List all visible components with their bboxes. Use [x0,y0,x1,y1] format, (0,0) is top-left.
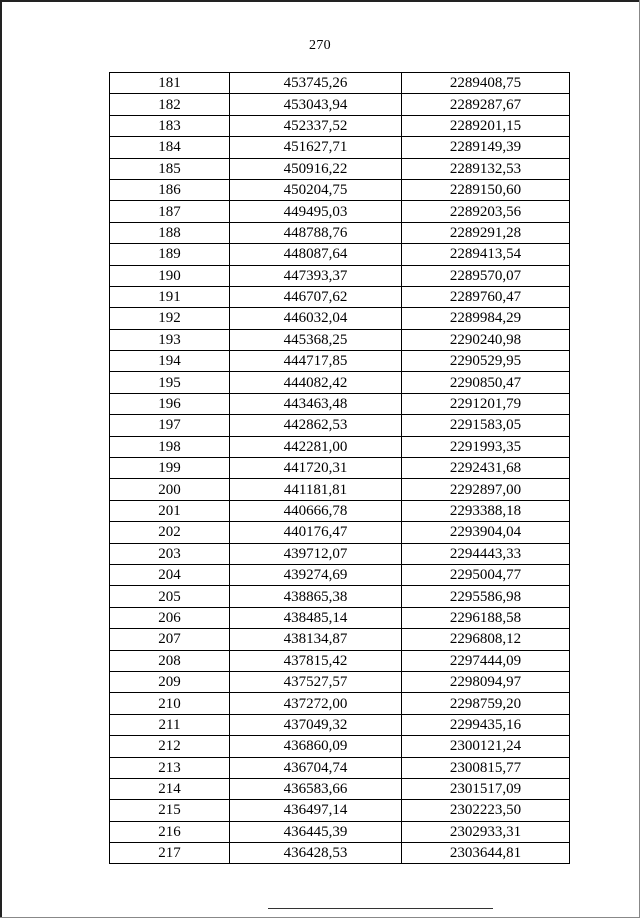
point-number-cell: 209 [110,671,230,692]
y-coordinate-cell: 2302223,50 [402,800,570,821]
x-coordinate-cell: 442862,53 [230,415,402,436]
table-row [110,693,570,714]
y-coordinate-cell: 2293904,04 [402,522,570,543]
y-coordinate-cell: 2300815,77 [402,757,570,778]
x-coordinate-cell: 436445,39 [230,821,402,842]
table-row [110,286,570,307]
point-number-cell: 215 [110,800,230,821]
y-coordinate-cell: 2289132,53 [402,158,570,179]
y-coordinate-cell: 2296188,58 [402,607,570,628]
table-row [110,329,570,350]
point-number-cell: 189 [110,244,230,265]
y-coordinate-cell: 2291201,79 [402,393,570,414]
x-coordinate-cell: 439712,07 [230,543,402,564]
table-row [110,500,570,521]
table-row [110,564,570,585]
point-number-cell: 182 [110,94,230,115]
x-coordinate-cell: 437049,32 [230,714,402,735]
y-coordinate-cell: 2299435,16 [402,714,570,735]
point-number-cell: 207 [110,629,230,650]
point-number-cell: 212 [110,736,230,757]
y-coordinate-cell: 2295586,98 [402,586,570,607]
table-row [110,479,570,500]
table-row [110,244,570,265]
x-coordinate-cell: 444082,42 [230,372,402,393]
table-row [110,714,570,735]
table-row [110,650,570,671]
table-row [110,179,570,200]
point-number-cell: 196 [110,393,230,414]
x-coordinate-cell: 441720,31 [230,458,402,479]
table-row [110,607,570,628]
point-number-cell: 210 [110,693,230,714]
y-coordinate-cell: 2290240,98 [402,329,570,350]
y-coordinate-cell: 2302933,31 [402,821,570,842]
table-row [110,201,570,222]
x-coordinate-cell: 437527,57 [230,671,402,692]
point-number-cell: 217 [110,843,230,864]
point-number-cell: 195 [110,372,230,393]
y-coordinate-cell: 2290850,47 [402,372,570,393]
x-coordinate-cell: 444717,85 [230,351,402,372]
point-number-cell: 192 [110,308,230,329]
point-number-cell: 213 [110,757,230,778]
point-number-cell: 203 [110,543,230,564]
y-coordinate-cell: 2289408,75 [402,73,570,94]
scan-edge-left [0,0,2,918]
point-number-cell: 185 [110,158,230,179]
table-row [110,757,570,778]
x-coordinate-cell: 445368,25 [230,329,402,350]
point-number-cell: 190 [110,265,230,286]
table-row [110,115,570,136]
table-row [110,522,570,543]
point-number-cell: 201 [110,500,230,521]
x-coordinate-cell: 447393,37 [230,265,402,286]
point-number-cell: 186 [110,179,230,200]
x-coordinate-cell: 453043,94 [230,94,402,115]
x-coordinate-cell: 437815,42 [230,650,402,671]
y-coordinate-cell: 2289570,07 [402,265,570,286]
table-row [110,586,570,607]
table-row [110,671,570,692]
x-coordinate-cell: 436428,53 [230,843,402,864]
table-row [110,800,570,821]
table-row [110,265,570,286]
x-coordinate-cell: 436497,14 [230,800,402,821]
table-row [110,158,570,179]
point-number-cell: 191 [110,286,230,307]
x-coordinate-cell: 439274,69 [230,564,402,585]
y-coordinate-cell: 2292431,68 [402,458,570,479]
table-row [110,543,570,564]
x-coordinate-cell: 450204,75 [230,179,402,200]
y-coordinate-cell: 2298094,97 [402,671,570,692]
x-coordinate-cell: 446032,04 [230,308,402,329]
coordinates-table [109,72,570,864]
table-row [110,736,570,757]
y-coordinate-cell: 2289291,28 [402,222,570,243]
point-number-cell: 184 [110,137,230,158]
y-coordinate-cell: 2289984,29 [402,308,570,329]
point-number-cell: 187 [110,201,230,222]
coordinates-table-body [110,73,570,864]
point-number-cell: 216 [110,821,230,842]
table-row [110,843,570,864]
y-coordinate-cell: 2300121,24 [402,736,570,757]
point-number-cell: 200 [110,479,230,500]
bottom-rule [268,908,493,909]
y-coordinate-cell: 2292897,00 [402,479,570,500]
y-coordinate-cell: 2291583,05 [402,415,570,436]
point-number-cell: 205 [110,586,230,607]
y-coordinate-cell: 2301517,09 [402,778,570,799]
point-number-cell: 206 [110,607,230,628]
y-coordinate-cell: 2289149,39 [402,137,570,158]
x-coordinate-cell: 442281,00 [230,436,402,457]
y-coordinate-cell: 2289413,54 [402,244,570,265]
table-row [110,393,570,414]
point-number-cell: 188 [110,222,230,243]
x-coordinate-cell: 450916,22 [230,158,402,179]
point-number-cell: 208 [110,650,230,671]
x-coordinate-cell: 440176,47 [230,522,402,543]
table-row [110,222,570,243]
table-row [110,73,570,94]
table-row [110,372,570,393]
x-coordinate-cell: 438134,87 [230,629,402,650]
y-coordinate-cell: 2297444,09 [402,650,570,671]
y-coordinate-cell: 2294443,33 [402,543,570,564]
page-number: 270 [309,38,331,53]
y-coordinate-cell: 2293388,18 [402,500,570,521]
x-coordinate-cell: 451627,71 [230,137,402,158]
y-coordinate-cell: 2298759,20 [402,693,570,714]
table-row [110,137,570,158]
y-coordinate-cell: 2295004,77 [402,564,570,585]
point-number-cell: 197 [110,415,230,436]
y-coordinate-cell: 2290529,95 [402,351,570,372]
point-number-cell: 202 [110,522,230,543]
point-number-cell: 199 [110,458,230,479]
y-coordinate-cell: 2291993,35 [402,436,570,457]
y-coordinate-cell: 2289150,60 [402,179,570,200]
x-coordinate-cell: 440666,78 [230,500,402,521]
y-coordinate-cell: 2289760,47 [402,286,570,307]
table-row [110,308,570,329]
point-number-cell: 183 [110,115,230,136]
x-coordinate-cell: 438485,14 [230,607,402,628]
point-number-cell: 198 [110,436,230,457]
y-coordinate-cell: 2289203,56 [402,201,570,222]
scan-edge-top [0,0,640,2]
x-coordinate-cell: 436860,09 [230,736,402,757]
x-coordinate-cell: 443463,48 [230,393,402,414]
table-row [110,821,570,842]
x-coordinate-cell: 441181,81 [230,479,402,500]
table-row [110,458,570,479]
table-row [110,778,570,799]
table-row [110,351,570,372]
table-row [110,94,570,115]
point-number-cell: 194 [110,351,230,372]
x-coordinate-cell: 448788,76 [230,222,402,243]
x-coordinate-cell: 449495,03 [230,201,402,222]
y-coordinate-cell: 2289201,15 [402,115,570,136]
point-number-cell: 214 [110,778,230,799]
point-number-cell: 193 [110,329,230,350]
point-number-cell: 181 [110,73,230,94]
x-coordinate-cell: 453745,26 [230,73,402,94]
table-row [110,415,570,436]
point-number-cell: 204 [110,564,230,585]
x-coordinate-cell: 452337,52 [230,115,402,136]
table-row [110,629,570,650]
x-coordinate-cell: 436583,66 [230,778,402,799]
x-coordinate-cell: 438865,38 [230,586,402,607]
x-coordinate-cell: 436704,74 [230,757,402,778]
table-row [110,436,570,457]
x-coordinate-cell: 446707,62 [230,286,402,307]
y-coordinate-cell: 2289287,67 [402,94,570,115]
y-coordinate-cell: 2303644,81 [402,843,570,864]
x-coordinate-cell: 448087,64 [230,244,402,265]
point-number-cell: 211 [110,714,230,735]
y-coordinate-cell: 2296808,12 [402,629,570,650]
x-coordinate-cell: 437272,00 [230,693,402,714]
